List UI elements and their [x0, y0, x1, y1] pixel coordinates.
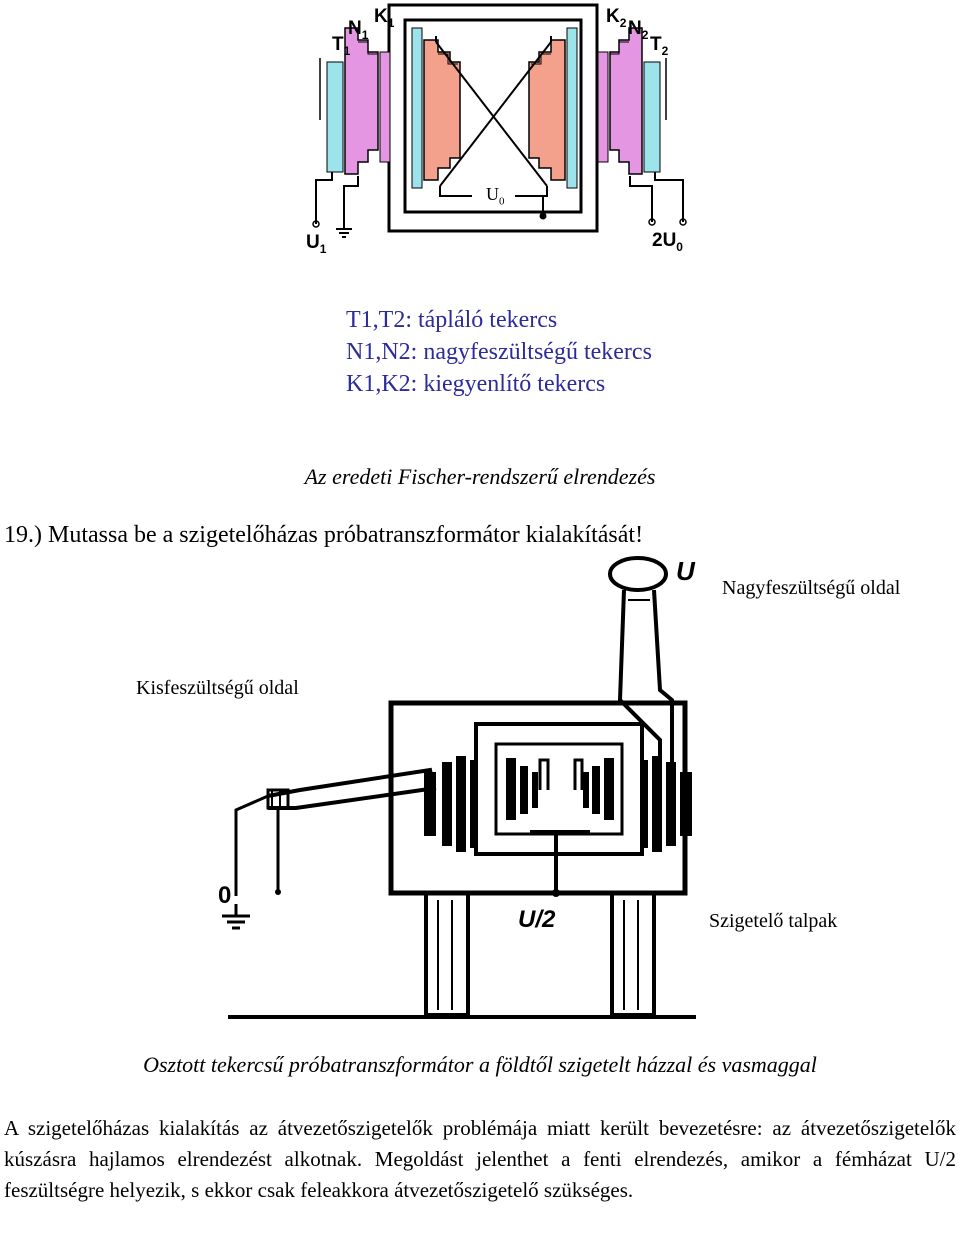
label-2u0: $2U_0$: [652, 230, 683, 254]
label-k1: $K_1$: [374, 6, 395, 30]
legend-item: N1,N2: nagyfeszültségű tekercs: [346, 339, 652, 365]
legend-item: T1,T2: tápláló tekercs: [346, 307, 558, 333]
question-heading: 19.) Mutassa be a szigetelőházas próbatranszformátor kialakítását!: [4, 522, 644, 548]
label-k2: $K_2$: [606, 6, 627, 30]
hv-terminal-label: U: [676, 556, 695, 586]
ground-label: 0: [218, 882, 232, 909]
insulator-left: [426, 893, 468, 1015]
half-voltage-label: U/2: [518, 906, 556, 933]
lv-side-label: Kisfeszültségű oldal: [136, 677, 299, 699]
label-t2: $T_2$: [650, 34, 669, 58]
label-u0: $U_0$: [486, 184, 505, 208]
figure1-caption: Az eredeti Fischer-rendszerű elrendezés: [304, 464, 656, 489]
figure2-caption: Osztott tekercsű próbatranszformátor a földtől szigetelt házzal és vasmaggal: [143, 1052, 817, 1077]
hv-side-label: Nagyfeszültségű oldal: [722, 577, 901, 599]
insulator-feet-label: Szigetelő talpak: [709, 910, 838, 932]
label-n2: $N_2$: [628, 18, 649, 42]
label-t1: $T_1$: [332, 34, 351, 58]
label-u1: $U_1$: [306, 232, 327, 256]
label-n1: $N_1$: [348, 18, 369, 42]
body-paragraph: A szigetelőházas kialakítás az átvezetőszigetelők problémája miatt került bevezetésre: az átvezetőszigetelők kúszásra hajlamos elrendezést alkotnak. Megoldást jelenthet a fenti elrendezés, amikor a fémházat U/2 feszültségre helyezik, s ekkor csak feleakkora átvezetőszigetelő szükséges.: [4, 1116, 956, 1202]
insulator-right: [612, 893, 654, 1015]
legend-item: K1,K2: kiegyenlítő tekercs: [346, 371, 606, 397]
